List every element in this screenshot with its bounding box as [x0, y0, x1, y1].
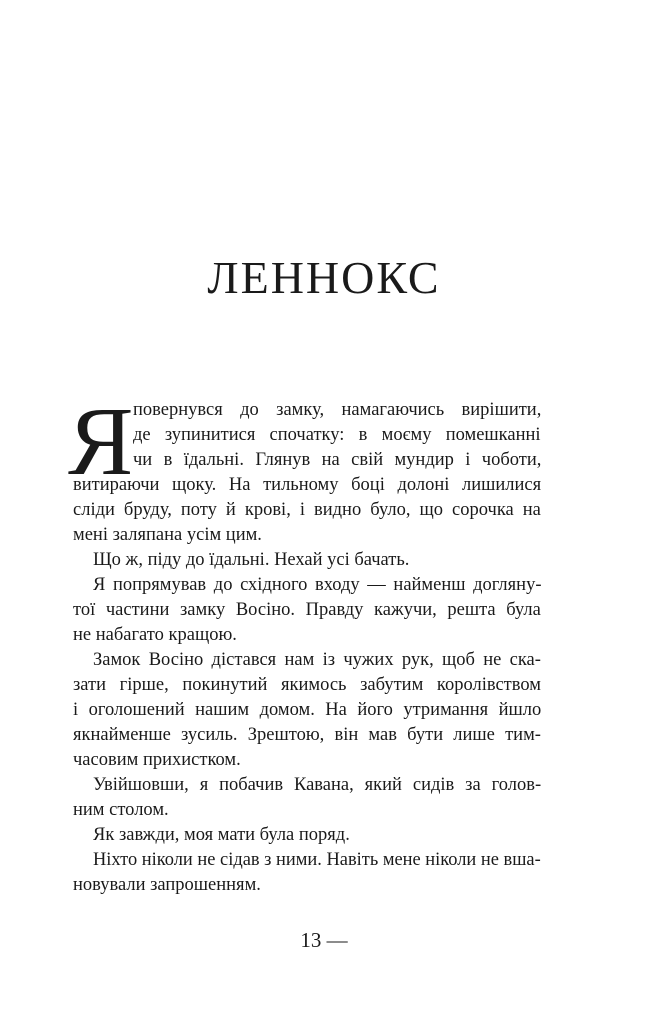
- text-line: де зупинитися спочатку: в моєму помешканні: [133, 425, 541, 445]
- chapter-title: ЛЕННОКС: [207, 252, 441, 303]
- text-line: тої частини замку Восіно. Правду кажучи, решта була: [73, 600, 541, 620]
- text-line: ним столом.: [73, 800, 169, 820]
- text-line: мені заляпана усім цим.: [73, 525, 262, 545]
- text-line: Увійшовши, я побачив Кавана, який сидів за голов-: [93, 775, 542, 795]
- text-line: зати гірше, покинутий якимось забутим королівством: [73, 675, 541, 695]
- text-line: Як завжди, моя мати була поряд.: [93, 825, 350, 845]
- text-line: Я попрямував до східного входу — найменш догляну-: [93, 575, 542, 595]
- text-line: сліди бруду, поту й крові, і видно було, що сорочка на: [73, 500, 541, 520]
- text-line: якнайменше зусиль. Зрештою, він мав бути лише тим-: [73, 725, 541, 745]
- text-line: часовим прихистком.: [73, 750, 241, 770]
- text-line: чи в їдальні. Глянув на свій мундир і чоботи,: [133, 450, 542, 470]
- text-line: повернувся до замку, намагаючись вирішити,: [133, 400, 542, 420]
- text-line: Замок Восіно дістався нам із чужих рук, щоб не ска-: [93, 650, 541, 670]
- drop-cap: Я: [68, 388, 134, 496]
- text-line: Що ж, піду до їдальні. Нехай усі бачать.: [93, 550, 410, 570]
- text-line: новували запрошенням.: [73, 875, 261, 895]
- page-number: 13 —: [300, 928, 348, 952]
- text-line: Ніхто ніколи не сідав з ними. Навіть мене ніколи не вша-: [93, 850, 541, 870]
- text-line: витираючи щоку. На тильному боці долоні лишилися: [73, 475, 542, 495]
- text-line: не набагато кращою.: [73, 625, 237, 645]
- text-line: і оголошений нашим домом. На його утримання йшло: [73, 700, 542, 720]
